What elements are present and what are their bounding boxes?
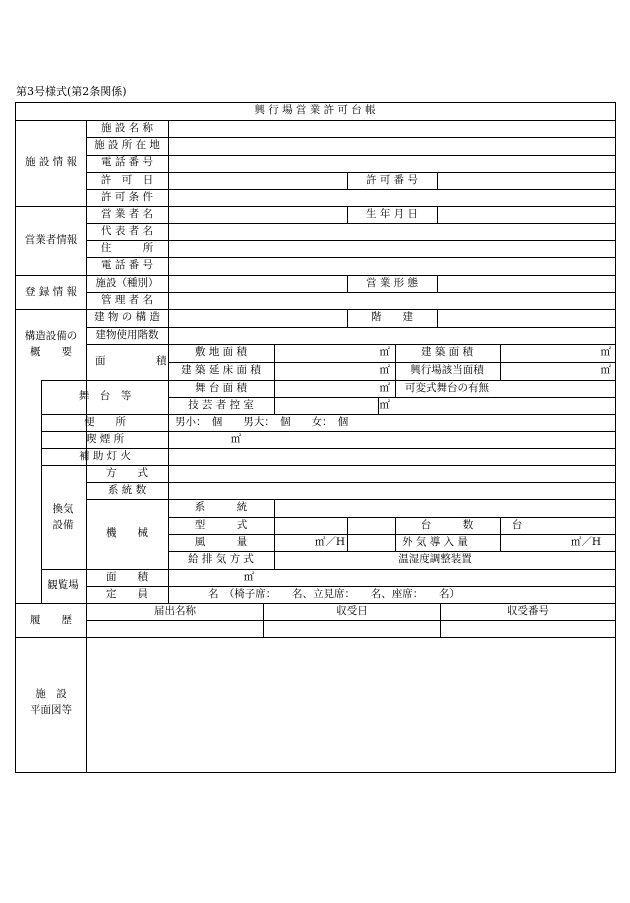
aux-light-end — [41, 465, 615, 466]
history-section: 履 歴 — [30, 614, 72, 626]
smoking-area-label: 喫 煙 所 — [85, 433, 125, 445]
form-id-label: 第3号様式(第2条関係) — [16, 85, 127, 98]
title-divider — [15, 120, 615, 121]
rule-line — [437, 206, 438, 223]
ventilation-label-line2: 設備 — [52, 519, 74, 531]
operator-phone-label: 電 話 番 号 — [100, 259, 154, 271]
airflow-label: 風 量 — [194, 536, 248, 548]
rule-line — [168, 397, 395, 398]
facility-address-label: 施 設 所 在 地 — [94, 139, 160, 151]
structure-section-line1: 構造設備の — [24, 330, 78, 342]
rule-line — [347, 172, 348, 189]
operator-info-section: 営業者情報 — [24, 234, 78, 246]
rule-line — [500, 344, 501, 380]
building-area-label: 建 築 面 積 — [420, 346, 474, 358]
manager-name-label: 管 理 者 名 — [100, 294, 154, 306]
registration-section-end — [15, 309, 615, 310]
operator-name-label: 営 業 者 名 — [100, 208, 154, 220]
toilet-content: 男小： 個 男大： 個 女： 個 — [175, 416, 349, 428]
structure-section-end — [15, 603, 615, 604]
rule-line — [168, 517, 615, 518]
structure-section-line2: 概 要 — [30, 346, 72, 358]
operator-address-label: 住 所 — [100, 242, 154, 254]
floors-label: 階 建 — [371, 311, 413, 323]
unit-m2: ㎡ — [600, 364, 611, 376]
ventilation-label-line1: 換気 — [52, 503, 74, 515]
venue-area-label: 興行場該当面積 — [410, 364, 484, 376]
unit-m2: ㎡ — [379, 346, 390, 358]
rule-line — [437, 275, 438, 292]
rule-line — [395, 397, 615, 398]
rule-line — [86, 499, 615, 500]
unit-m2: ㎡ — [379, 382, 390, 394]
rule-line — [86, 257, 615, 258]
history-section-end — [15, 637, 615, 638]
area-section-end — [41, 380, 615, 381]
rule-line — [86, 344, 615, 345]
frame-bottom — [15, 772, 615, 773]
capacity-label: 定 員 — [106, 588, 148, 600]
rule-line — [86, 482, 615, 483]
rule-line — [274, 499, 275, 569]
frame-right — [615, 102, 616, 773]
rule-line — [347, 517, 348, 551]
rule-line — [347, 206, 348, 223]
outside-air-label: 外 気 導 入 量 — [402, 536, 468, 548]
system-label: 系 統 — [194, 501, 248, 513]
aux-light-label: 補 助 灯 火 — [78, 450, 132, 462]
representative-label: 代 表 者 名 — [100, 225, 154, 237]
history-col-filing-name: 届出名称 — [154, 605, 196, 617]
birth-date-label: 生 年 月 日 — [365, 208, 419, 220]
sub-category-divider — [41, 380, 42, 603]
performer-room-label: 技 芸 者 控 室 — [188, 399, 254, 411]
facility-name-label: 施 設 名 称 — [100, 122, 154, 134]
ventilation-end — [41, 569, 615, 570]
rule-line — [86, 586, 615, 587]
business-form-label: 営 業 形 態 — [365, 277, 419, 289]
rule-line — [168, 534, 615, 535]
facility-type-label: 施設（種別） — [95, 277, 159, 289]
rule-line — [263, 603, 264, 637]
rule-line — [395, 517, 396, 551]
auditorium-label: 観覧場 — [47, 579, 79, 591]
rule-line — [86, 155, 615, 156]
floor-plan-section-line2: 平面図等 — [30, 704, 72, 716]
floor-plan-section-line1: 施 設 — [35, 688, 67, 700]
registration-info-section: 登 録 情 報 — [24, 286, 78, 298]
unit-m2: ㎡ — [230, 433, 242, 445]
rule-line — [86, 240, 615, 241]
rule-line — [86, 172, 615, 173]
capacity-content: 名 （椅子席： 名、立見席： 名、座席： 名） — [208, 588, 460, 600]
floors-used-label: 建物使用階数 — [95, 329, 159, 341]
units-unit: 台 — [511, 519, 523, 531]
label-column-divider — [86, 120, 87, 772]
rule-line — [41, 448, 615, 449]
movable-stage-label: 可変式舞台の有無 — [405, 382, 489, 394]
permit-conditions-label: 許 可 条 件 — [100, 191, 154, 203]
operator-section-end — [15, 275, 615, 276]
unit-m2: ㎡ — [379, 399, 390, 411]
stage-area-label: 舞 台 面 積 — [194, 382, 248, 394]
site-area-label: 敷 地 面 積 — [194, 346, 248, 358]
facility-phone-label: 電 話 番 号 — [100, 156, 154, 168]
area-label-left: 面 — [95, 355, 106, 367]
rule-line — [440, 603, 441, 637]
rule-line — [41, 414, 615, 415]
supply-exhaust-label: 給 排 気 方 式 — [188, 553, 254, 565]
units-label: 台 数 — [420, 519, 474, 531]
rule-line — [86, 620, 615, 621]
permit-date-label: 許 可 日 — [100, 174, 154, 186]
total-floor-area-label: 建 築 延 床 面 積 — [181, 364, 261, 376]
rule-line — [395, 344, 396, 380]
system-count-label: 系 統 数 — [107, 484, 147, 496]
facility-info-section: 施 設 情 報 — [24, 156, 78, 168]
permit-number-label: 許 可 番 号 — [365, 174, 419, 186]
facility-section-end — [15, 206, 615, 207]
history-col-received-number: 収受番号 — [507, 605, 549, 617]
outside-air-unit: ㎥／H — [570, 536, 601, 548]
rule-line — [168, 551, 615, 552]
rule-line — [347, 275, 348, 292]
rule-line — [41, 431, 615, 432]
model-label: 型 式 — [194, 519, 248, 531]
rule-line — [437, 309, 438, 327]
machine-label: 機 械 — [106, 527, 148, 539]
method-label: 方 式 — [106, 467, 148, 479]
unit-m2: ㎡ — [243, 571, 255, 583]
rule-line — [274, 344, 275, 414]
form-title: 興 行 場 営 業 許 可 台 帳 — [254, 104, 376, 116]
building-structure-label: 建 物 の 構 造 — [94, 311, 160, 323]
humidity-control-label: 温湿度調整装置 — [398, 553, 472, 565]
rule-line — [86, 292, 615, 293]
stage-label: 舞 台 等 — [78, 390, 132, 402]
rule-line — [86, 223, 615, 224]
rule-line — [86, 137, 615, 138]
unit-m2: ㎡ — [379, 364, 390, 376]
frame-top — [15, 102, 615, 103]
item-column-divider — [168, 120, 169, 603]
rule-line — [347, 309, 348, 327]
rule-line — [500, 517, 501, 551]
rule-line — [168, 362, 615, 363]
airflow-unit: ㎥／H — [314, 536, 345, 548]
rule-line — [86, 189, 615, 190]
rule-line — [395, 380, 396, 397]
area-label-right: 積 — [156, 355, 167, 367]
rule-line — [437, 172, 438, 189]
auditorium-area-label: 面 積 — [106, 571, 148, 583]
unit-m2: ㎡ — [600, 346, 611, 358]
frame-left — [15, 102, 16, 773]
toilet-label: 便 所 — [84, 416, 126, 428]
history-col-received-date: 収受日 — [336, 605, 368, 617]
rule-line — [86, 327, 615, 328]
